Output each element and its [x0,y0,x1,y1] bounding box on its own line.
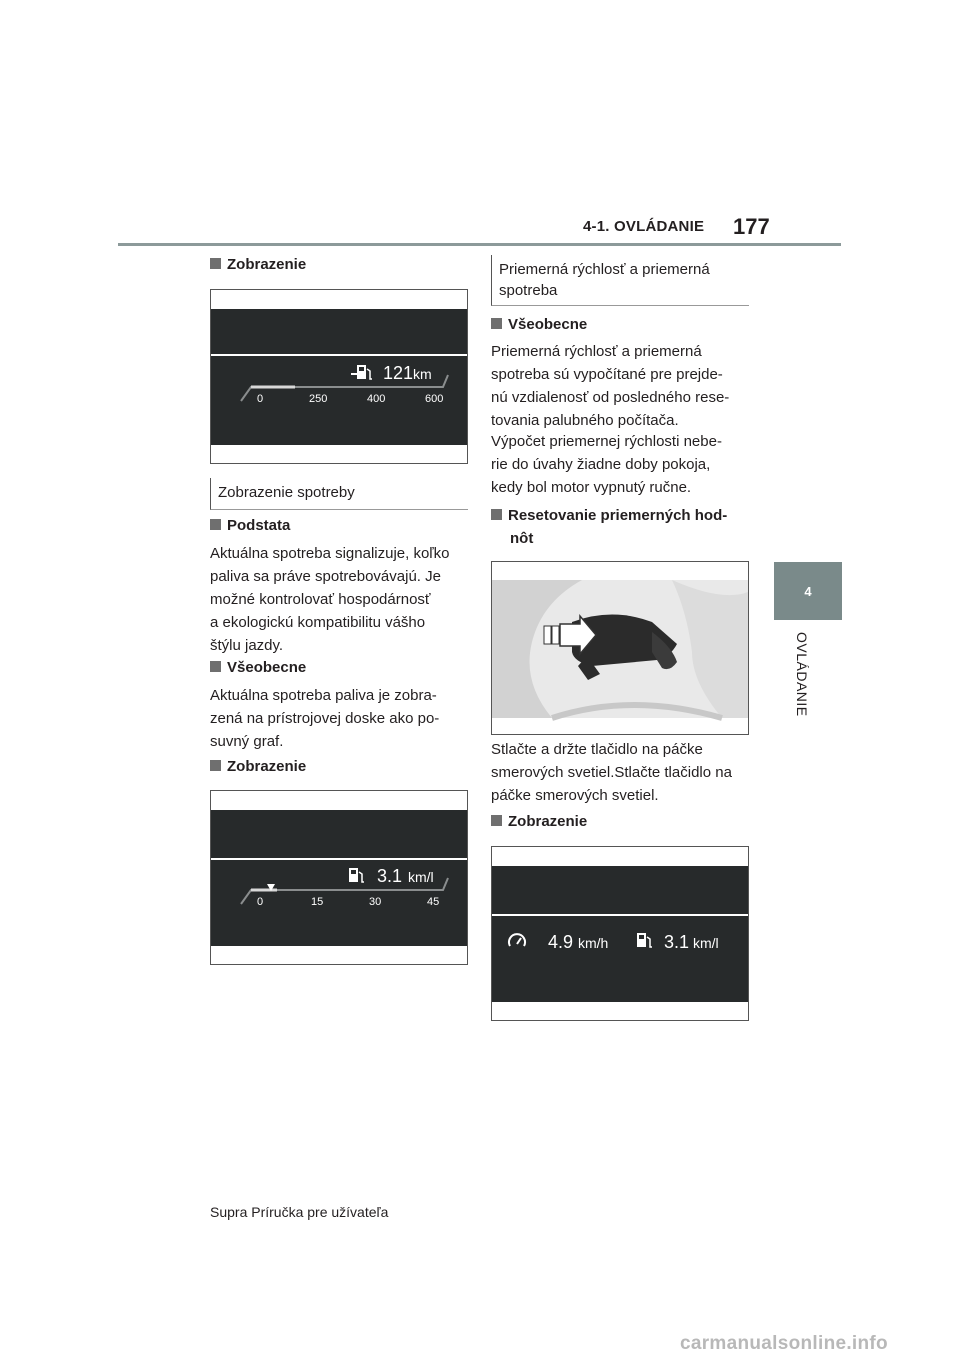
paragraph-vseobecne-right: Priemerná rýchlosť a priemerná spotreba sú vypočítané pre prejde- nú vzdialenosť od posledného rese- tovania palubného počítača. [491,343,730,429]
lever-illustration [492,562,748,734]
fuel-pump-icon [351,365,372,379]
figure-average-values [491,846,749,1021]
bullet-square-icon [491,815,502,826]
paragraph-vseobecne-left: Aktuálna spotreba paliva je zobra- zená na prístrojovej doske ako po- suvný graf. [210,687,440,750]
paragraph-reset-instructions: Stlačte a držte tlačidlo na páčke smerových svetiel.Stlačte tlačidlo na páčke smerových svetiel. [491,741,732,804]
bullet-square-icon [210,661,221,672]
consumption-gauge [211,810,467,946]
avg-speed-value: 4.9 [548,932,574,952]
chapter-number: 4 [804,583,812,599]
heading-zobrazenie-2: Zobrazenie [210,757,306,777]
figure-fuel-range [210,289,468,464]
fuel-pump-icon [349,868,364,882]
range-gauge [211,309,467,445]
range-value: 121 [383,363,414,383]
header-divider [118,243,841,246]
tick-label: 45 [427,896,440,908]
chapter-tab [774,562,842,620]
bullet-square-icon [491,318,502,329]
bullet-square-icon [210,760,221,771]
figure-turn-signal-lever [491,561,749,735]
heading-zobrazenie-3: Zobrazenie [491,812,587,832]
tick-label: 250 [309,393,328,405]
display-screen [211,309,467,445]
heading-zobrazenie-1: Zobrazenie [210,255,306,275]
avg-consumption-unit: km/l [693,935,719,951]
tick-label: 15 [311,896,324,908]
average-display [492,866,748,1002]
bullet-square-icon [491,509,502,520]
paragraph-podstata: Aktuálna spotreba signalizuje, koľko paliva sa práve spotrebovávajú. Je možné kontrolovať hospodárnosť a ekologickú kompatibilitu vášho štýlu jazdy. [210,545,450,654]
tick-label: 0 [257,393,264,405]
figure-caption: Zobrazenie spotreby [210,478,468,510]
tick-label: 30 [369,896,382,908]
heading-vseobecne-right: Všeobecne [491,315,587,335]
footer-title: Supra Príručka pre užívateľa [210,1204,389,1220]
tick-label: 0 [257,896,264,908]
paragraph-vypocet: Výpočet priemernej rýchlosti nebe- rie do úvahy žiadne doby pokoja, kedy bol motor vypnutý ručne. [491,433,722,496]
fuel-pump-icon [637,933,652,947]
display-screen [492,866,748,1002]
page-number: 177 [733,214,770,239]
speedometer-icon [509,934,525,946]
consumption-unit: km/l [408,869,434,885]
tick-label: 400 [367,393,386,405]
heading-podstata: Podstata [210,516,290,536]
avg-consumption-value: 3.1 [664,932,690,952]
watermark: carmanualsonline.info [680,1333,888,1354]
chapter-label: OVLÁDANIE [794,632,810,717]
figure-current-consumption [210,790,468,965]
consumption-value: 3.1 [377,866,403,886]
display-screen [211,810,467,946]
bullet-square-icon [210,258,221,269]
bullet-square-icon [210,519,221,530]
tick-label: 600 [425,393,444,405]
section-caption-box: Priemerná rýchlosť a priemerná spotreba [491,255,749,306]
heading-vseobecne-left: Všeobecne [210,658,306,678]
heading-resetovanie: Resetovanie priemerných hod- nôt [491,506,761,549]
avg-speed-unit: km/h [578,935,609,951]
section-title: 4-1. OVLÁDANIE [583,218,705,235]
range-unit: km [413,366,432,382]
